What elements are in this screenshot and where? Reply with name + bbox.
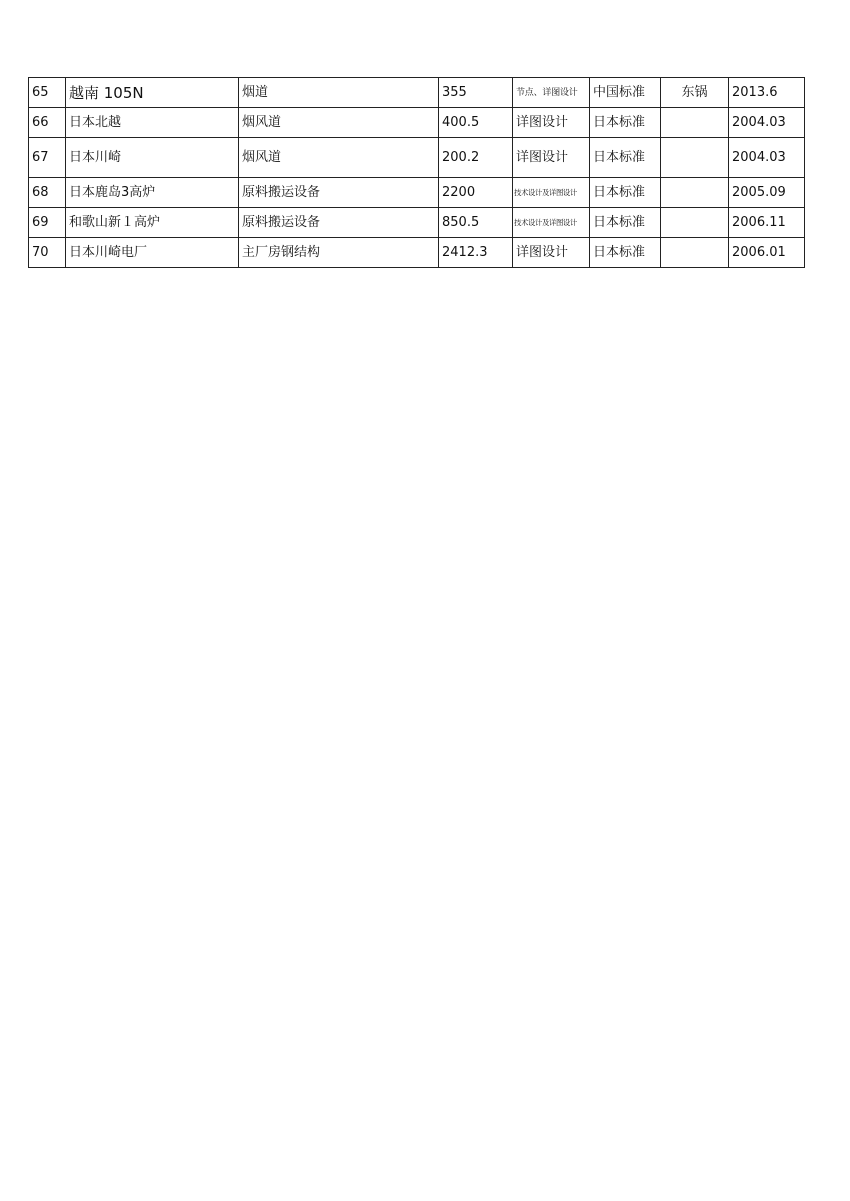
table-row <box>29 208 805 238</box>
project-table <box>28 77 805 268</box>
scope-cell: 原料搬运设备 <box>239 178 439 208</box>
date-cell: 2013.6 <box>729 78 805 108</box>
date-cell: 2006.11 <box>729 208 805 238</box>
design-type-cell: 技术设计及详图设计 <box>513 178 590 208</box>
design-type-cell: 技术设计及详图设计 <box>513 208 590 238</box>
scope-cell: 原料搬运设备 <box>239 208 439 238</box>
row-number-cell: 65 <box>29 78 66 108</box>
scope-cell: 烟道 <box>239 78 439 108</box>
date-cell: 2005.09 <box>729 178 805 208</box>
tonnage-cell: 400.5 <box>439 108 513 138</box>
project-name-cell: 日本北越 <box>66 108 239 138</box>
table-row <box>29 108 805 138</box>
design-type-cell: 详图设计 <box>513 238 590 268</box>
table-row <box>29 238 805 268</box>
scope-cell: 烟风道 <box>239 138 439 178</box>
row-number-cell: 66 <box>29 108 66 138</box>
date-cell: 2004.03 <box>729 108 805 138</box>
scope-cell: 主厂房钢结构 <box>239 238 439 268</box>
table-row <box>29 178 805 208</box>
row-number-cell: 67 <box>29 138 66 178</box>
tonnage-cell: 2200 <box>439 178 513 208</box>
scope-cell: 烟风道 <box>239 108 439 138</box>
tonnage-cell: 850.5 <box>439 208 513 238</box>
standard-cell: 日本标准 <box>590 208 661 238</box>
client-cell <box>661 108 729 138</box>
client-cell: 东锅 <box>661 78 729 108</box>
client-cell <box>661 238 729 268</box>
client-cell <box>661 178 729 208</box>
row-number-cell: 68 <box>29 178 66 208</box>
project-name-cell: 越南 105N <box>66 78 239 108</box>
client-cell <box>661 138 729 178</box>
tonnage-cell: 200.2 <box>439 138 513 178</box>
row-number-cell: 69 <box>29 208 66 238</box>
project-name-cell: 和歌山新１高炉 <box>66 208 239 238</box>
standard-cell: 中国标准 <box>590 78 661 108</box>
project-table-sheet <box>28 77 805 268</box>
tonnage-cell: 2412.3 <box>439 238 513 268</box>
project-name-cell: 日本川崎 <box>66 138 239 178</box>
date-cell: 2006.01 <box>729 238 805 268</box>
project-name-cell: 日本鹿岛3高炉 <box>66 178 239 208</box>
design-type-cell: 节点、详图设计 <box>513 78 590 108</box>
table-row <box>29 78 805 108</box>
table-row <box>29 138 805 178</box>
project-name-cell: 日本川崎电厂 <box>66 238 239 268</box>
date-cell: 2004.03 <box>729 138 805 178</box>
client-cell <box>661 208 729 238</box>
design-type-cell: 详图设计 <box>513 138 590 178</box>
row-number-cell: 70 <box>29 238 66 268</box>
standard-cell: 日本标准 <box>590 238 661 268</box>
standard-cell: 日本标准 <box>590 138 661 178</box>
standard-cell: 日本标准 <box>590 108 661 138</box>
tonnage-cell: 355 <box>439 78 513 108</box>
design-type-cell: 详图设计 <box>513 108 590 138</box>
standard-cell: 日本标准 <box>590 178 661 208</box>
